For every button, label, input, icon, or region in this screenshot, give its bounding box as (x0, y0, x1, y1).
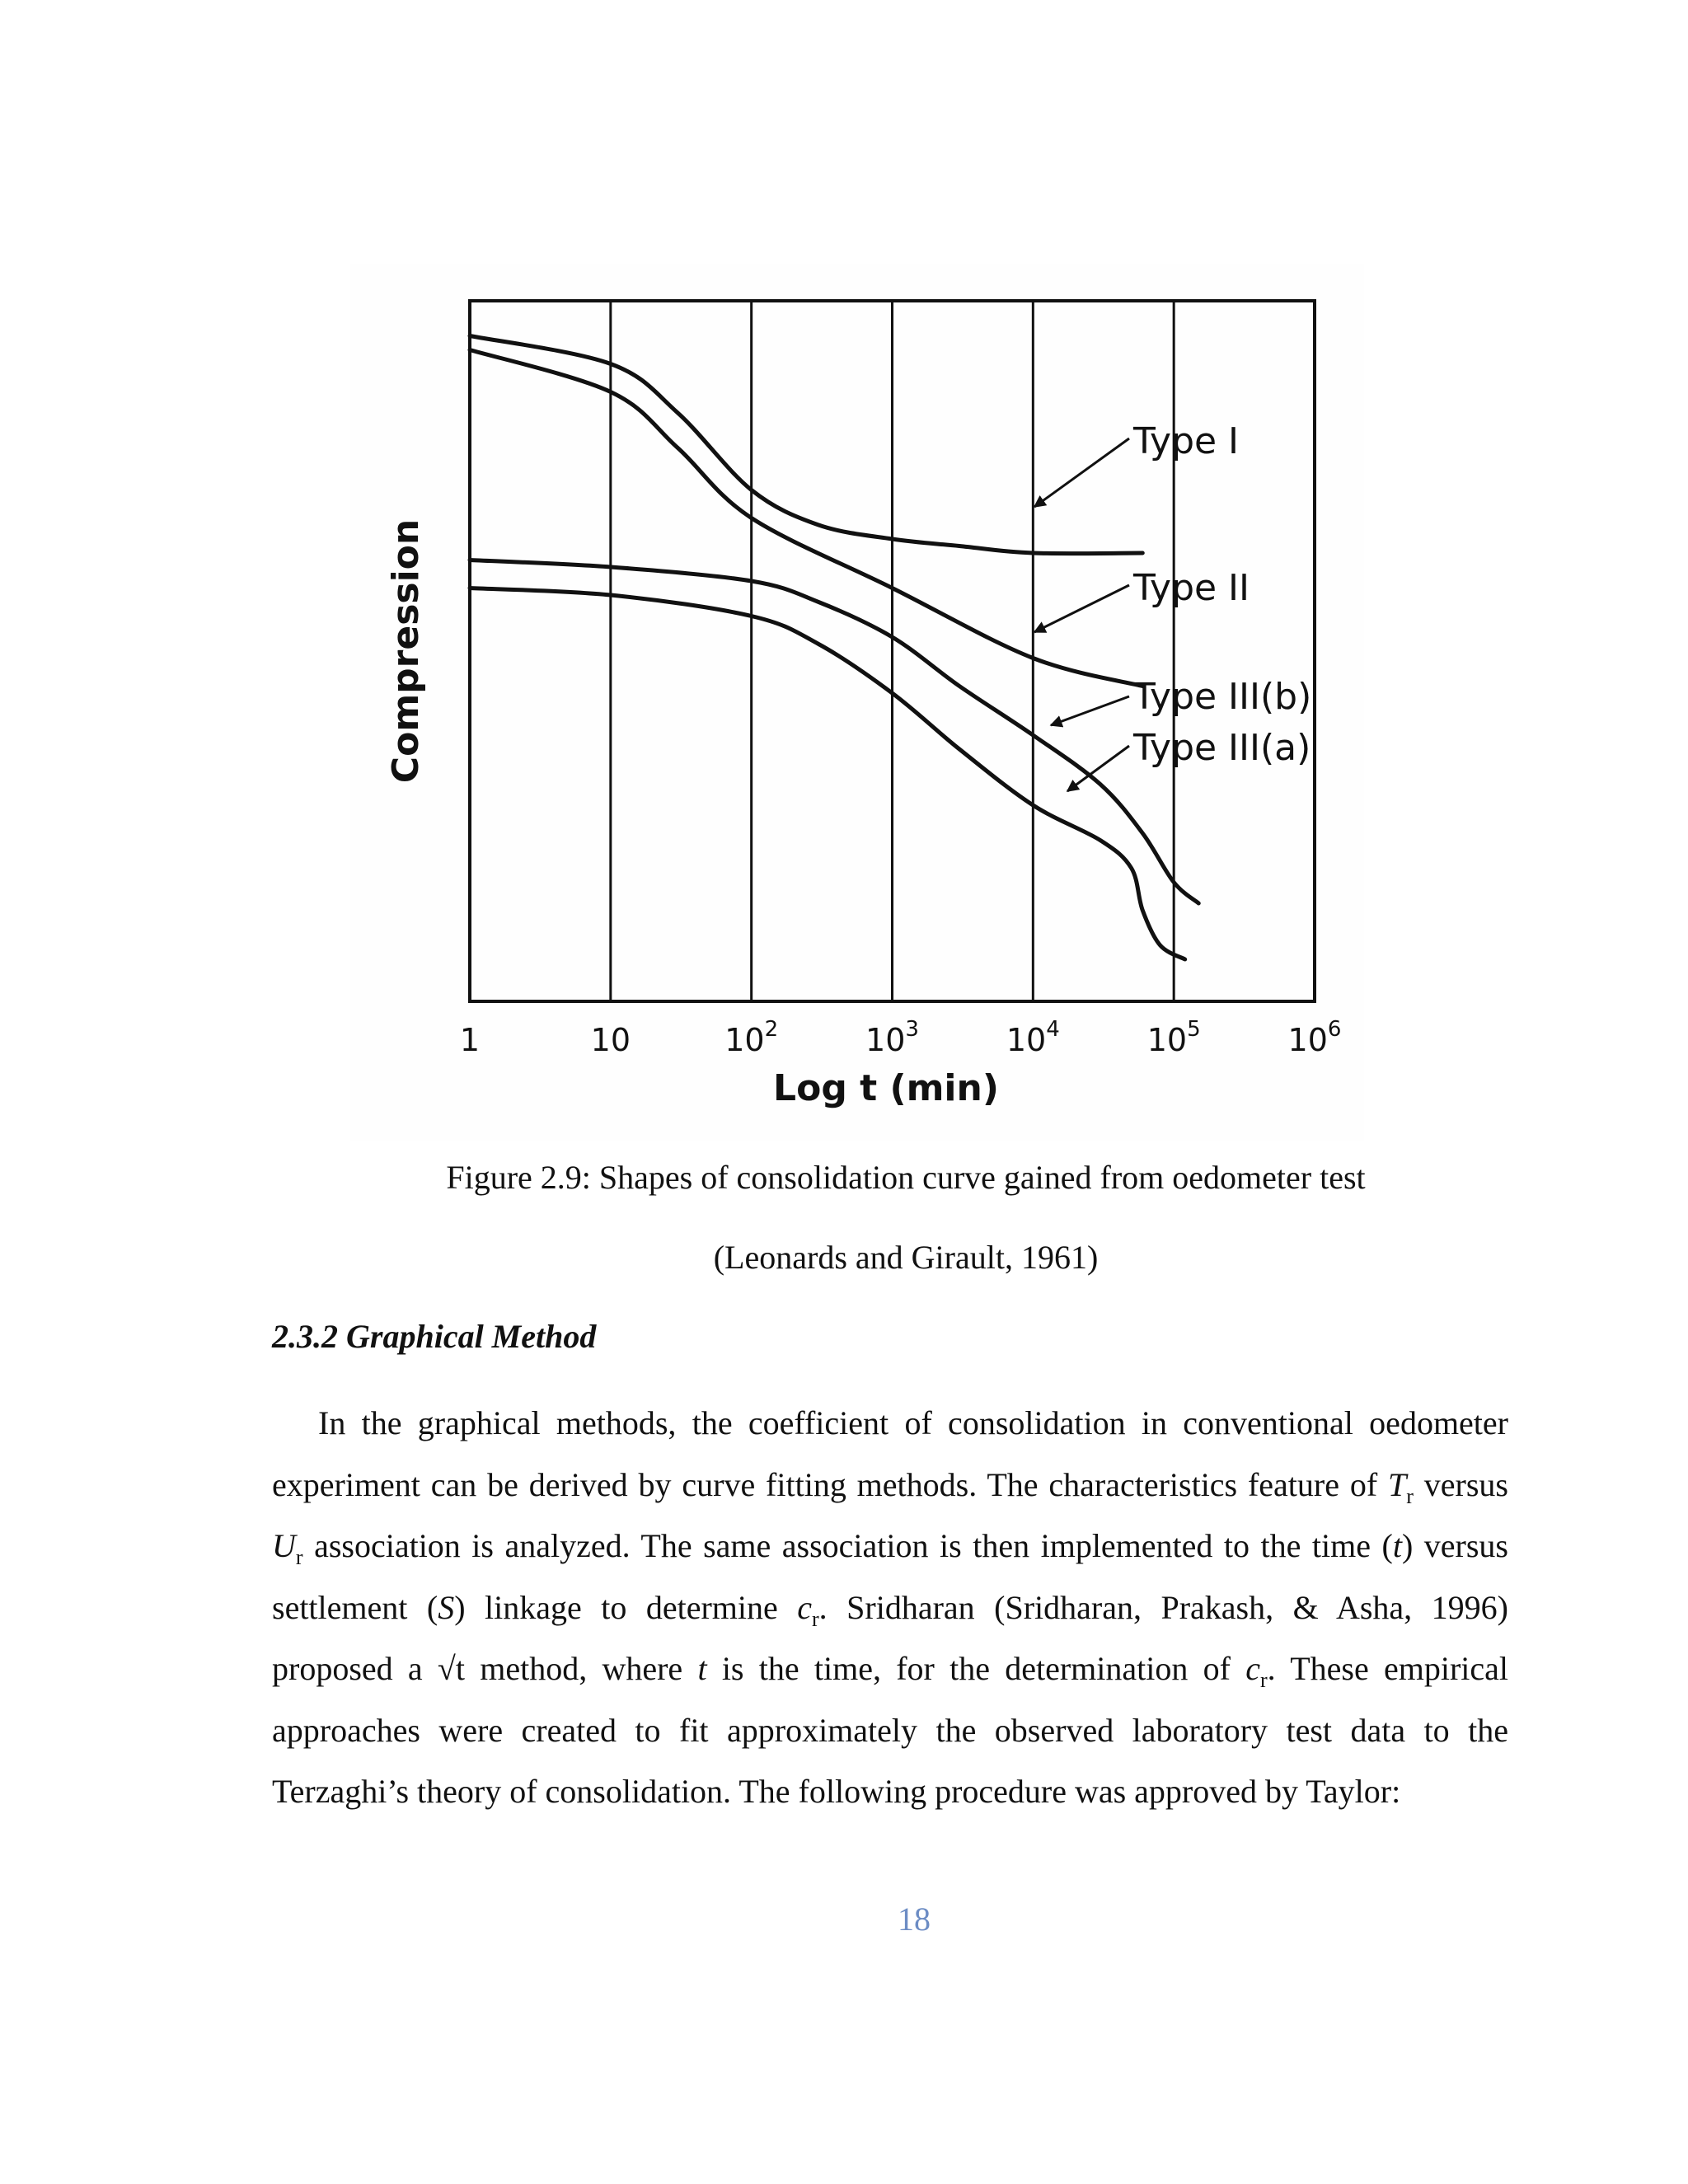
series-line-3 (470, 560, 1198, 904)
x-tick-label (1147, 1017, 1201, 1058)
body-paragraph (272, 1393, 1508, 1823)
curve-leader-arrow (1034, 585, 1129, 632)
paragraph-text: ) versus settlement ( (272, 1527, 1509, 1626)
x-tick-exponent: 3 (905, 1017, 919, 1042)
curve-label: Type III(a) (1133, 727, 1311, 769)
curve-label: Type III(b) (1133, 676, 1312, 718)
figure-caption: Figure 2.9: Shapes of consolidation curve gained from oedometer test (446, 1159, 1366, 1196)
subscript-text: r (812, 1606, 819, 1631)
x-tick-base: 10 (1006, 1022, 1047, 1058)
curve-label: Type I (1133, 420, 1240, 462)
italic-text: T (1388, 1465, 1407, 1503)
italic-text: S (438, 1588, 455, 1626)
x-tick-exponent: 4 (1046, 1017, 1060, 1042)
paragraph-text: association is analyzed. The same association is then implemented to the time ( (302, 1527, 1393, 1564)
paragraph-text: ) linkage to determine (454, 1588, 798, 1626)
x-tick-base: 10 (590, 1022, 631, 1058)
x-tick-exponent: 5 (1187, 1017, 1201, 1042)
x-tick-base: 10 (1287, 1022, 1328, 1058)
series-line-4 (470, 588, 1185, 960)
x-tick-label (865, 1017, 919, 1058)
subscript-text: r (295, 1545, 303, 1569)
subscript-text: r (1260, 1668, 1268, 1692)
italic-text: c (1245, 1650, 1260, 1687)
curve-leader-arrow (1034, 438, 1129, 507)
italic-text: c (797, 1588, 812, 1626)
paragraph-text: . Sridharan (Sridharan, Prakash, & Asha, 1996) proposed a √t method, where (272, 1588, 1508, 1687)
section-heading: 2.3.2 Graphical Method (272, 1318, 597, 1355)
italic-text: U (272, 1527, 296, 1564)
figure-2-9 (350, 264, 1364, 1141)
x-tick-exponent: 6 (1327, 1017, 1342, 1042)
x-tick-base: 1 (459, 1022, 481, 1058)
italic-text: t (1392, 1527, 1402, 1564)
paragraph-text: . These empirical approaches were created to fit approximately the observed laboratory test data to the Terzaghi’s theory of consolidation. The following procedure was approved by Taylor: (272, 1650, 1509, 1810)
x-tick-label (1288, 1017, 1342, 1058)
x-tick-label (724, 1017, 778, 1058)
consolidation-chart (350, 264, 1364, 1141)
x-tick-label (460, 1022, 480, 1058)
page-number: 18 (898, 1900, 931, 1938)
x-tick-base: 10 (1146, 1022, 1188, 1058)
figure-citation: (Leonards and Girault, 1961) (713, 1239, 1099, 1276)
paragraph-text: is the time, for the determination of (706, 1650, 1246, 1687)
x-tick-label (1006, 1017, 1060, 1058)
paragraph-text: versus (1413, 1465, 1508, 1503)
x-tick-label (591, 1022, 631, 1058)
x-tick-exponent: 2 (764, 1017, 779, 1042)
x-tick-base: 10 (865, 1022, 906, 1058)
x-axis-title: Log t (min) (773, 1067, 999, 1109)
curve-leader-arrow (1051, 696, 1129, 725)
paragraph-text: In the graphical methods, the coefficient of consolidation in conventional oedometer experiment can be derived by curve fitting methods. The characteristics feature of (272, 1404, 1508, 1503)
italic-text: t (697, 1650, 707, 1687)
subscript-text: r (1406, 1483, 1414, 1508)
x-tick-base: 10 (724, 1022, 765, 1058)
curve-label: Type II (1133, 567, 1250, 609)
series-line-1 (470, 336, 1142, 554)
y-axis-title: Compression (385, 518, 427, 784)
